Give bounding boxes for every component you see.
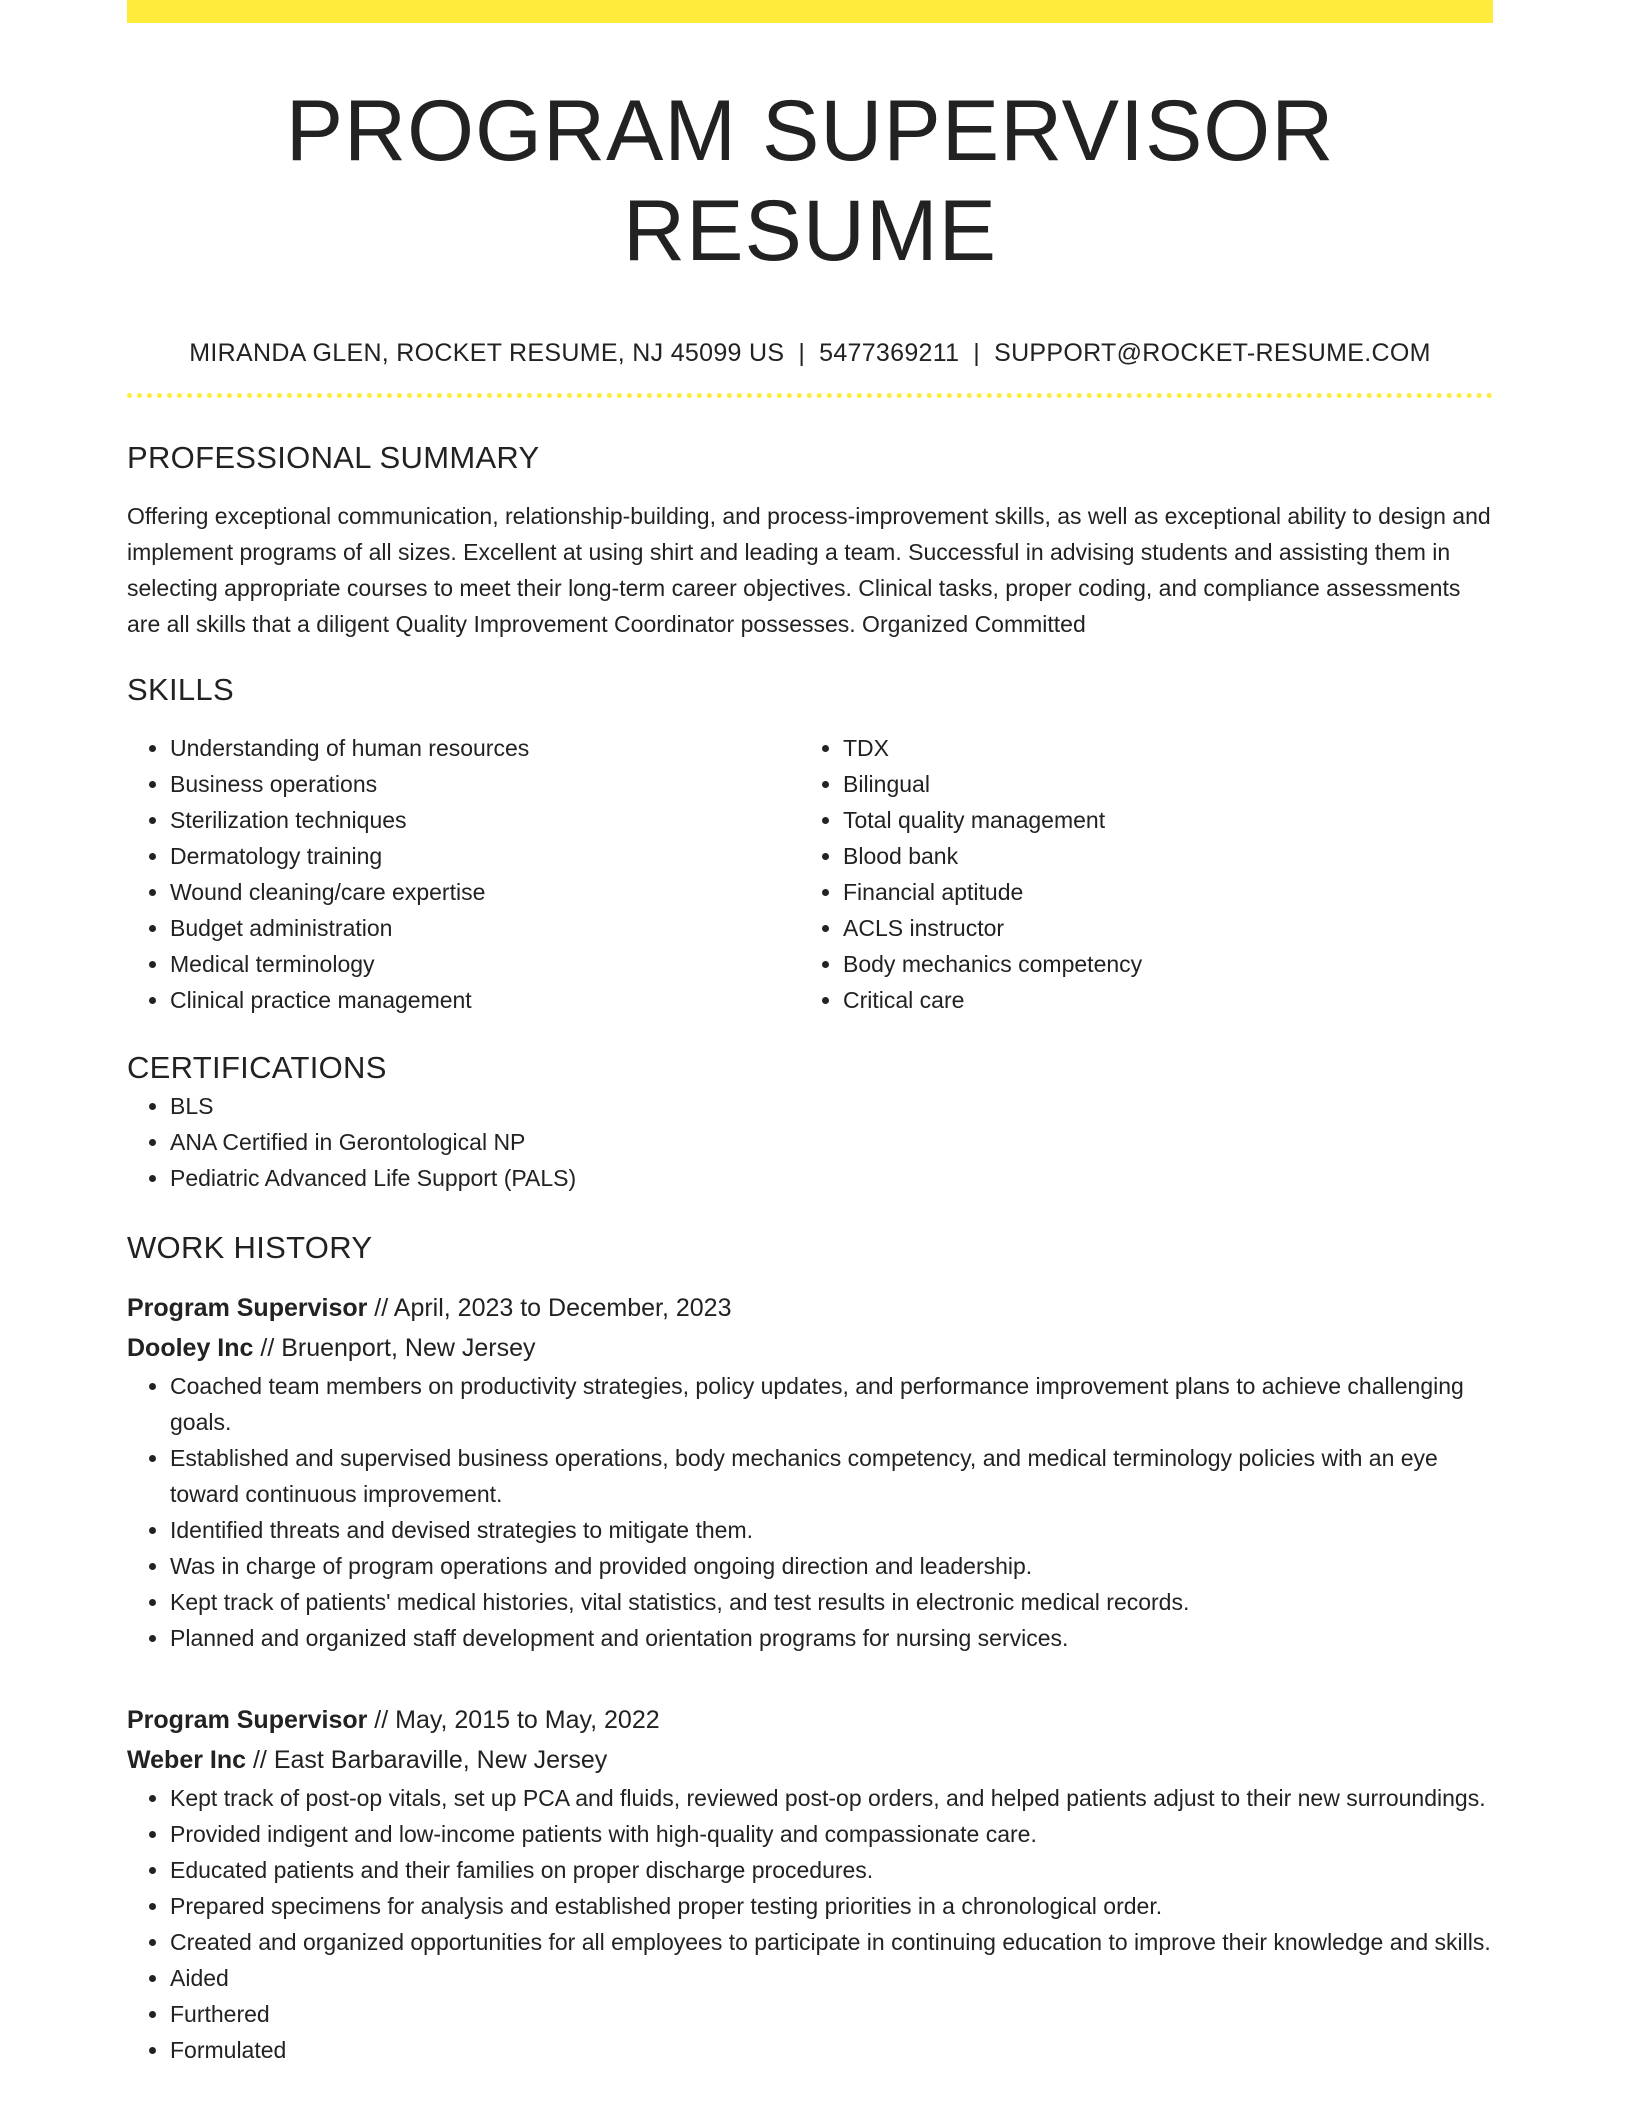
list-item: • Planned and organized staff development and orientation programs for nursing services. [170, 1620, 1493, 1656]
contact-separator: | [798, 339, 806, 367]
job-dates: // May, 2015 to May, 2022 [367, 1706, 660, 1734]
skills-heading: SKILLS [127, 672, 234, 707]
job-dates: // April, 2023 to December, 2023 [367, 1294, 732, 1322]
job-role: Program Supervisor [127, 1294, 368, 1322]
contact-line [127, 337, 1493, 369]
resume-title: PROGRAM SUPERVISOR RESUME [285, 83, 1335, 279]
list-item: • Dermatology training [170, 838, 800, 874]
work-history-list [127, 1288, 1493, 2068]
list-item: • ACLS instructor [843, 910, 1473, 946]
job-location: // East Barbaraville, New Jersey [246, 1746, 608, 1774]
list-item: • Financial aptitude [843, 874, 1473, 910]
list-item: • ANA Certified in Gerontological NP [170, 1124, 1493, 1160]
job-role-line [127, 1700, 1493, 1740]
list-item: • Total quality management [843, 802, 1473, 838]
list-item: • Sterilization techniques [170, 802, 800, 838]
list-item: • Body mechanics competency [843, 946, 1473, 982]
job-company: Weber Inc [127, 1746, 247, 1774]
job-entry [127, 1700, 1493, 2068]
job-role: Program Supervisor [127, 1706, 368, 1734]
job-bullet-list [127, 1368, 1493, 1656]
list-item: • Coached team members on productivity strategies, policy updates, and performance improvement plans to achieve challenging goals. [170, 1368, 1493, 1440]
list-item: • Wound cleaning/care expertise [170, 874, 800, 910]
list-item: • Created and organized opportunities for all employees to participate in continuing education to improve their knowledge and skills. [170, 1924, 1493, 1960]
skills-column-left [127, 730, 800, 1018]
list-item: • Critical care [843, 982, 1473, 1018]
skills-grid [127, 730, 1493, 1018]
list-item: • Clinical practice management [170, 982, 800, 1018]
certifications-heading: CERTIFICATIONS [127, 1050, 387, 1085]
work-history-heading: WORK HISTORY [127, 1230, 373, 1265]
skills-list-left [127, 730, 800, 1018]
job-role-line [127, 1288, 1493, 1328]
skills-column-right [800, 730, 1473, 1018]
list-item: • Aided [170, 1960, 1493, 1996]
list-item: • Identified threats and devised strategies to mitigate them. [170, 1512, 1493, 1548]
contact-email: SUPPORT@ROCKET-RESUME.COM [994, 339, 1431, 367]
list-item: • Provided indigent and low-income patients with high-quality and compassionate care. [170, 1816, 1493, 1852]
resume-page [127, 0, 1493, 2068]
list-item: • Budget administration [170, 910, 800, 946]
summary-heading: PROFESSIONAL SUMMARY [127, 440, 540, 475]
dotted-divider [127, 393, 1493, 398]
list-item: • Furthered [170, 1996, 1493, 2032]
list-item: • Bilingual [843, 766, 1473, 802]
list-item: • Prepared specimens for analysis and established proper testing priorities in a chronological order. [170, 1888, 1493, 1924]
contact-address: MIRANDA GLEN, ROCKET RESUME, NJ 45099 US [189, 339, 785, 367]
job-location: // Bruenport, New Jersey [253, 1334, 536, 1362]
list-item: • Pediatric Advanced Life Support (PALS) [170, 1160, 1493, 1196]
job-bullet-list [127, 1780, 1493, 2068]
list-item: • Established and supervised business operations, body mechanics competency, and medical terminology policies with an eye toward continuous improvement. [170, 1440, 1493, 1512]
list-item: • Blood bank [843, 838, 1473, 874]
list-item: • TDX [843, 730, 1473, 766]
list-item: • Kept track of patients' medical histories, vital statistics, and test results in electronic medical records. [170, 1584, 1493, 1620]
job-company-line [127, 1328, 1493, 1368]
list-item: • Was in charge of program operations and provided ongoing direction and leadership. [170, 1548, 1493, 1584]
contact-phone: 5477369211 [819, 339, 960, 367]
list-item: • BLS [170, 1088, 1493, 1124]
list-item: • Business operations [170, 766, 800, 802]
job-company-line [127, 1740, 1493, 1780]
list-item: • Kept track of post-op vitals, set up PCA and fluids, reviewed post-op orders, and helped patients adjust to their new surroundings. [170, 1780, 1493, 1816]
job-entry [127, 1288, 1493, 1656]
list-item: • Educated patients and their families on proper discharge procedures. [170, 1852, 1493, 1888]
certifications-list [127, 1088, 1493, 1196]
list-item: • Formulated [170, 2032, 1493, 2068]
list-item: • Understanding of human resources [170, 730, 800, 766]
list-item: • Medical terminology [170, 946, 800, 982]
skills-list-right [800, 730, 1473, 1018]
contact-separator: | [973, 339, 981, 367]
summary-text: Offering exceptional communication, relationship-building, and process-improvement skills, as well as exceptional ability to design and implement programs of all sizes. Excellent at using shirt and leading a team. Successful in advising students and assisting them in selecting appropriate courses to meet their long-term career objectives. Clinical tasks, proper coding, and compliance assessments are all skills that a diligent Quality Improvement Coordinator possesses. Organized Committed [127, 503, 1491, 637]
job-company: Dooley Inc [127, 1334, 254, 1362]
accent-top-bar [127, 0, 1493, 23]
